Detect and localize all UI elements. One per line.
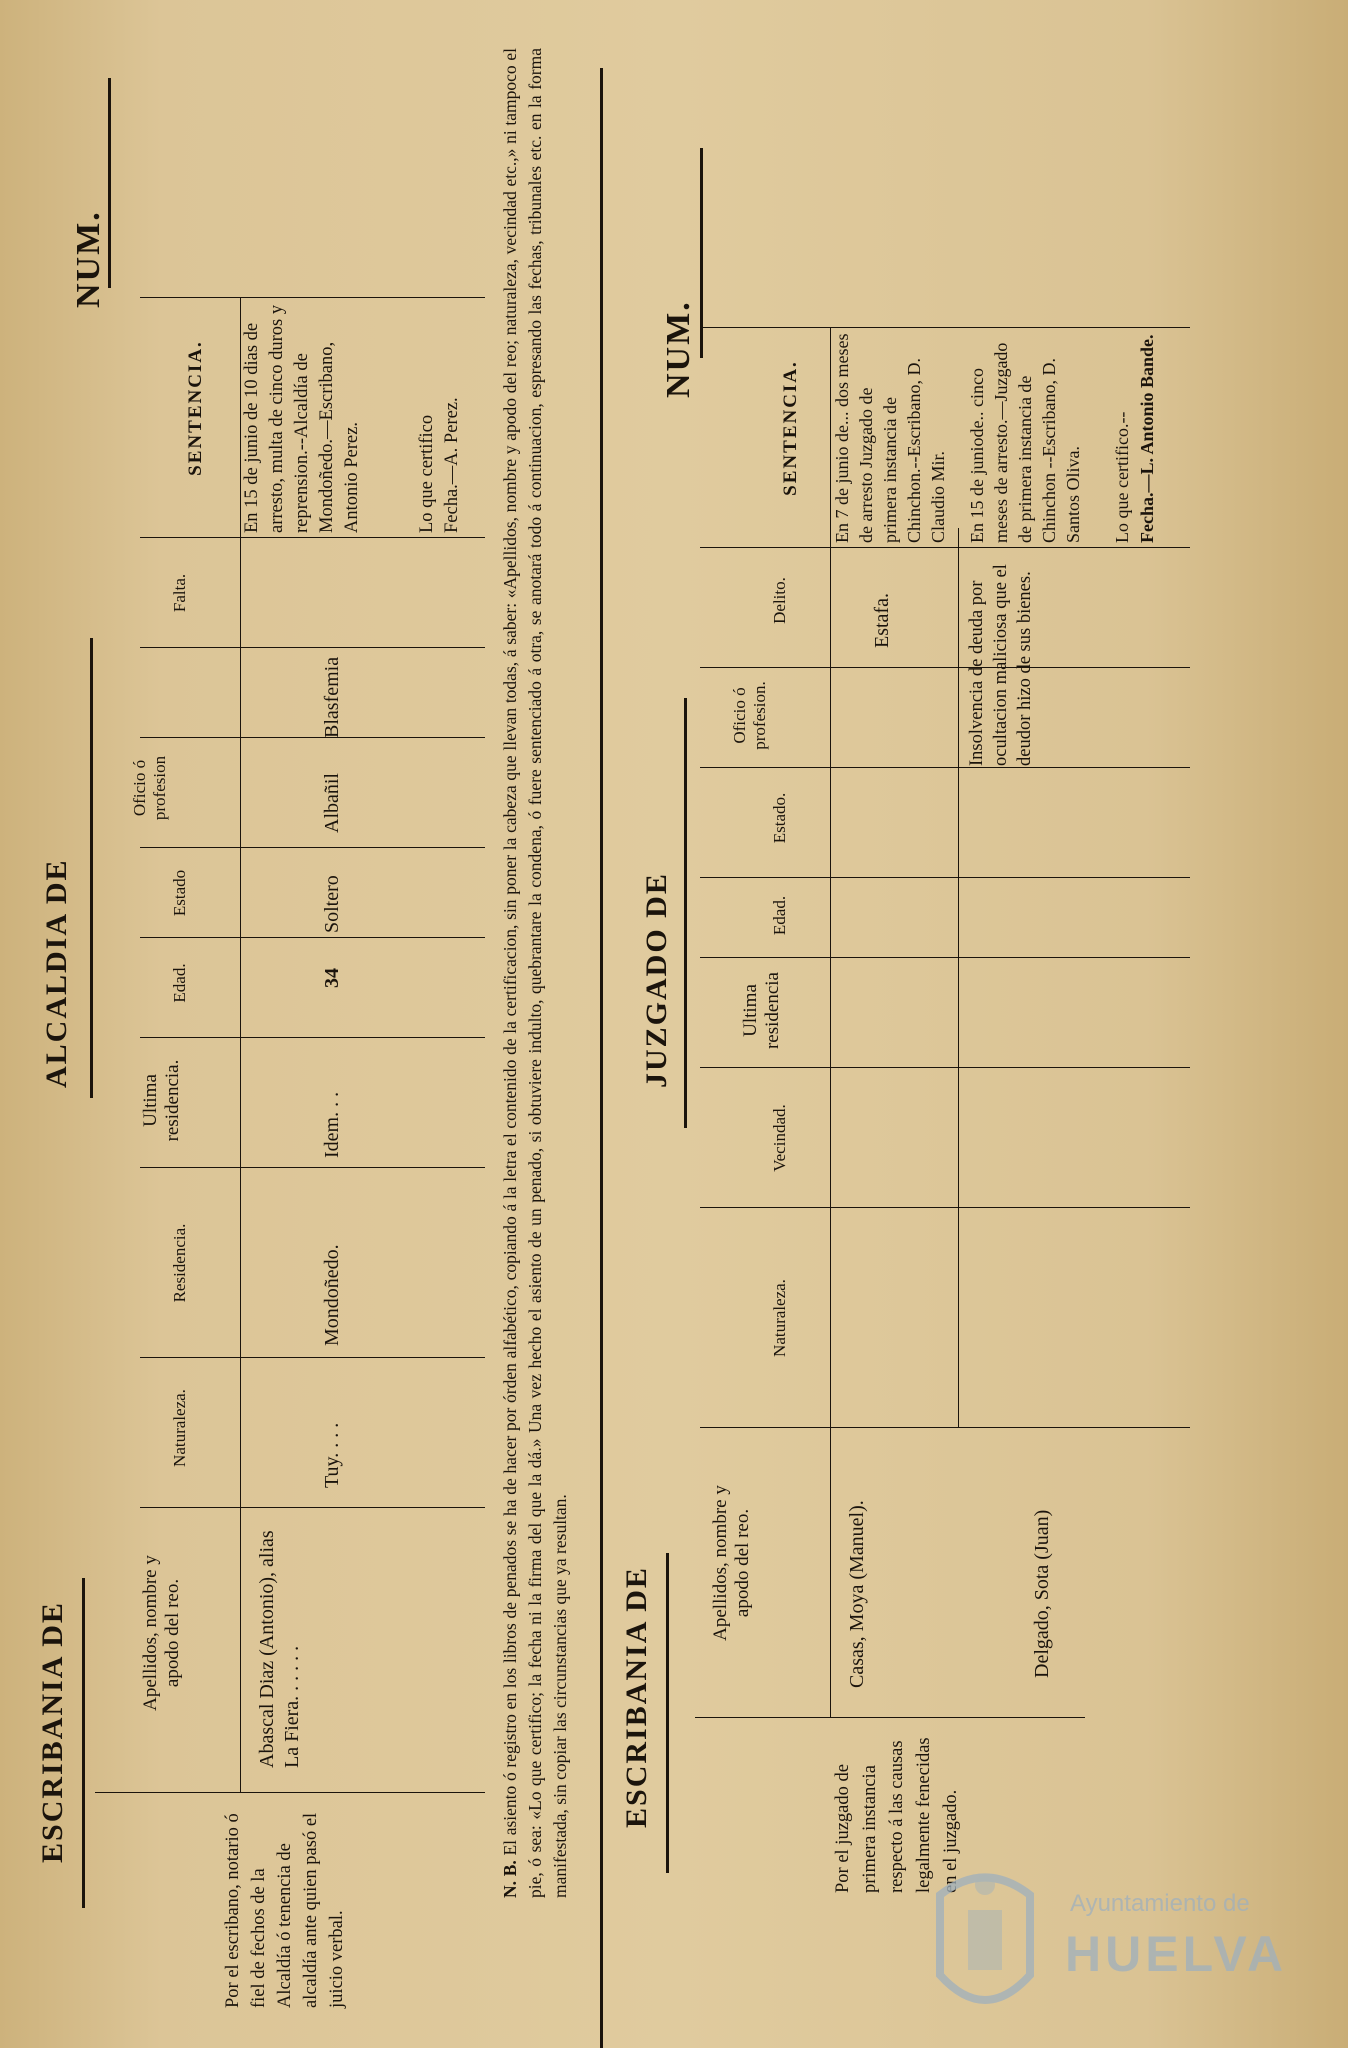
top-row-edad: 34: [321, 968, 343, 988]
bottom-header-naturaleza: Naturaleza.: [770, 1279, 789, 1357]
crest-icon: [930, 1865, 1040, 2025]
top-header-estado: Estado: [170, 869, 189, 917]
bottom-juzgado-title: JUZGADO DE: [640, 872, 673, 1088]
top-row-residencia: Mondoñedo.: [321, 1244, 343, 1346]
bottom-escribania-title: ESCRIBANIA DE: [620, 1566, 653, 1828]
top-row-oficio: Albañil: [321, 773, 343, 833]
top-header-ultima-residencia: Ultima residencia.: [140, 1059, 183, 1142]
top-authority-text: Por el escribano, notario ó fiel de fechos de la Alcaldía ó tenencia de alcaldía ante quien pasó el juicio verbal.: [223, 1812, 347, 2008]
bottom-header-delito: Delito.: [770, 577, 789, 624]
bottom-row-2-apellidos: Delgado, Sota (Juan): [1031, 1509, 1053, 1678]
bottom-header-sentencia: SENTENCIA.: [780, 360, 801, 496]
instructions-note: [498, 48, 573, 1898]
bottom-row-1-apellidos: Casas, Moya (Manuel).: [846, 1500, 868, 1688]
bottom-authority-text: Por el juzgado de primera instancia respecto á las causas legalmente fenecidas en el juzgado.: [833, 1737, 961, 1893]
bottom-header-oficio: Oficio ó profesion.: [730, 681, 769, 750]
bottom-header-edad: Edad.: [770, 895, 789, 936]
top-row-estado: Soltero: [321, 875, 343, 933]
top-row-falta: Blasfemia: [321, 656, 343, 738]
bottom-row-1-delito: Estafa.: [871, 593, 893, 648]
top-header-naturaleza: Naturaleza.: [170, 1389, 189, 1467]
bottom-header-apellidos: Apellidos, nombre y apodo del reo.: [710, 1485, 753, 1641]
bottom-row-2-certifico: Lo que certifico.--: [1112, 411, 1132, 543]
top-row-apellidos: Abascal Diaz (Antonio), alias La Fiera. . . . . .: [256, 1530, 303, 1768]
watermark-line2: HUELVA: [1065, 1926, 1288, 1982]
top-num-label: NUM.: [70, 210, 107, 308]
top-header-falta: Falta.: [170, 573, 189, 613]
top-row-certifico: Lo que certifico: [417, 414, 437, 533]
top-row-sentencia: En 15 de junio de 10 dias de arresto, multa de cinco duros y reprension.--Alcaldía de Mondoñedo.—Escribano, Antonio Perez.: [242, 304, 362, 533]
top-header-apellidos: Apellidos, nombre y apodo del reo.: [140, 1555, 183, 1711]
huelva-watermark: [930, 1855, 1348, 2045]
top-row-ultima-residencia: Idem. . .: [321, 1091, 343, 1158]
top-row-firma: Fecha.—A. Perez.: [442, 397, 462, 533]
bottom-row-2-sentencia: En 15 de juniode.. cinco meses de arresto.—Juzgado de primera instancia de Chinchon --Escribano, D. Santos Oliva.: [967, 342, 1083, 543]
bottom-header-estado: Estado.: [770, 792, 789, 844]
bottom-num-label: NUM.: [660, 300, 697, 398]
top-header-oficio: Oficio ó profesion: [130, 755, 169, 821]
top-row-naturaleza: Tuy. . . .: [321, 1422, 343, 1488]
top-alcaldia-title: ALCALDIA DE: [40, 858, 73, 1088]
bottom-row-2-delito: Insolvencia de deuda por ocultacion maliciosa que el deudor hizo de sus bienes.: [967, 564, 1035, 766]
top-header-residencia: Residencia.: [170, 1223, 189, 1303]
bottom-row-1-sentencia: En 7 de junio de... dos meses de arresto Juzgado de primera instancia de Chinchon.--Escribano, D. Claudio Mir.: [832, 333, 948, 543]
top-header-edad: Edad.: [170, 963, 189, 1003]
watermark-line1: Ayuntamiento de: [1070, 1890, 1250, 1917]
bottom-header-vecindad: Vecindad.: [770, 1104, 789, 1172]
top-header-sentencia: SENTENCIA.: [185, 340, 206, 476]
note-text: El asiento ó registro en los libros de penados se ha de hacer por órden alfabético, copiando á la letra el contenido de la certificacion, sin poner la cabeza que llevan todas, á saber: «Apellidos, nombre y apodo del reo; naturaleza, vecindad etc.,» ni tampoco el pie, ó sea: «Lo que certifico; la fecha ni la firma del que la dá.» Una vez hecho el asiento de un penado, si obtuviere indulto, quebrantare la condena, ó fuere sentenciado á otra, se anotará todo á continuacion, espresando las fechas, tribunales etc. en la forma manifestada, sin copiar las circunstancias que ya resultan.: [500, 47, 570, 1898]
note-lead: N. B.: [500, 1860, 520, 1898]
bottom-row-2-firma: Fecha.—L. Antonio Bande.: [1137, 334, 1157, 543]
top-escribania-title: ESCRIBANIA DE: [36, 1601, 69, 1863]
bottom-header-ultima-residencia: Ultima residencia: [740, 972, 783, 1050]
